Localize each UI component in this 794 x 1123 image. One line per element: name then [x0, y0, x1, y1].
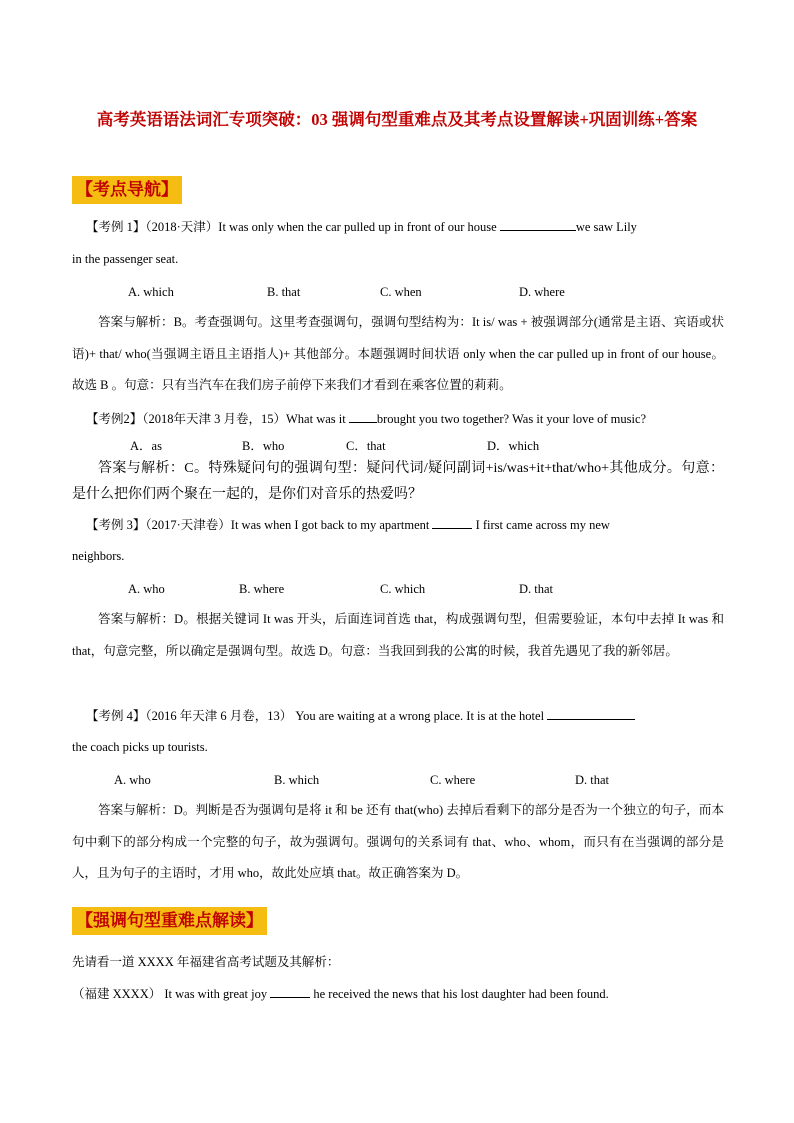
analysis-question-part: he received the news that his lost daughter had been found.: [310, 987, 609, 1001]
example-1-stem-part: we saw Lily: [575, 220, 637, 234]
example-2-option-d: D．which: [487, 439, 540, 453]
example-3-option-b: B. where: [239, 582, 285, 596]
example-2-option-a: A．as: [130, 439, 162, 453]
example-1-option-c: C. when: [380, 285, 422, 299]
section-heading-nav: 【考点导航】: [72, 176, 182, 204]
answer-blank: [432, 516, 472, 529]
answer-blank: [349, 410, 377, 423]
example-2-option-c: C．that: [346, 439, 386, 453]
example-4-stem-cont: the coach picks up tourists.: [72, 740, 208, 754]
analysis-question: [72, 985, 609, 1003]
example-3-option-c: C. which: [380, 582, 426, 596]
example-3-option-d: D. that: [519, 582, 554, 596]
example-1-option-d: D. where: [519, 285, 565, 299]
example-4-option-d: D. that: [575, 773, 610, 787]
example-4-option-a: A. who: [114, 773, 151, 787]
example-2-answer: 答案与解析：C。特殊疑问句的强调句型：疑问代词/疑问副词+is/was+it+that/who+其他成分。句意：是什么把你们两个聚在一起的，是你们对音乐的热爱吗？: [72, 461, 724, 502]
example-3-option-a: A. who: [128, 582, 165, 596]
answer-blank: [270, 985, 310, 998]
example-4-stem-part: 【考例 4】（2016 年天津 6 月卷，13） You are waiting at a wrong place. It is at the hotel: [86, 709, 548, 723]
analysis-question-part: （福建 XXXX） It was with great joy: [72, 987, 271, 1001]
example-2-stem-part: 【考例2】（2018年天津 3 月卷，15）What was it: [86, 412, 349, 426]
example-1-stem-part: 【考例 1】（2018·天津）It was only when the car pulled up in front of our house: [86, 220, 500, 234]
example-2-stem-part: brought you two together? Was it your love of music?: [376, 412, 647, 426]
document-title: 高考英语语法词汇专项突破：03 强调句型重难点及其考点设置解读+巩固训练+答案: [96, 110, 698, 129]
example-3-stem-part: 【考例 3】（2017·天津卷）It was when I got back to my apartment: [86, 518, 433, 532]
example-3-stem: [86, 516, 610, 534]
example-2-stem: [86, 410, 646, 428]
example-4-answer: 答案与解析：D。判断是否为强调句是将 it 和 be 还有 that(who) 去掉后看剩下的部分是否为一个独立的句子，而本句中剩下的部分构成一个完整的句子，故为强调句。强调句的关系词有 that、who、whom，而只有在当强调的部分是人，且为句子的主语时，才用 who，故此处应填 that。故正确答案为 D。: [72, 803, 724, 880]
example-4-stem: [86, 707, 635, 725]
example-2-option-b: B．who: [242, 439, 285, 453]
example-1-option-b: B. that: [267, 285, 301, 299]
example-3-stem-part: I first came across my new: [472, 518, 610, 532]
example-3-stem-cont: neighbors.: [72, 549, 125, 563]
example-4-option-c: C. where: [430, 773, 476, 787]
example-3-answer: 答案与解析：D。根据关键词 It was 开头，后面连词首选 that，构成强调句型，但需要验证，本句中去掉 It was 和 that，句意完整，所以确定是强调句型。故选 D。句意：当我回到我的公寓的时候，我首先遇见了我的新邻居。: [72, 612, 724, 658]
example-1-answer: 答案与解析：B。考查强调句。这里考查强调句，强调句型结构为：It is/ was + 被强调部分(通常是主语、宾语或状语)+ that/ who(当强调主语且主语指人)+ 其他部分。本题强调时间状语 only when the car pulled up in front of our house。故选 B 。句意：只有当汽车在我们房子前停下来我们才看到在乘客位置的莉莉。: [72, 315, 724, 392]
section-heading-analysis: 【强调句型重难点解读】: [72, 907, 267, 935]
example-1-stem-cont: in the passenger seat.: [72, 252, 179, 266]
answer-blank: [500, 218, 576, 231]
example-1-stem: [86, 218, 637, 236]
analysis-intro: 先请看一道 XXXX 年福建省高考试题及其解析：: [72, 955, 340, 969]
example-1-option-a: A. which: [128, 285, 174, 299]
answer-blank: [547, 707, 635, 720]
example-4-option-b: B. which: [274, 773, 320, 787]
